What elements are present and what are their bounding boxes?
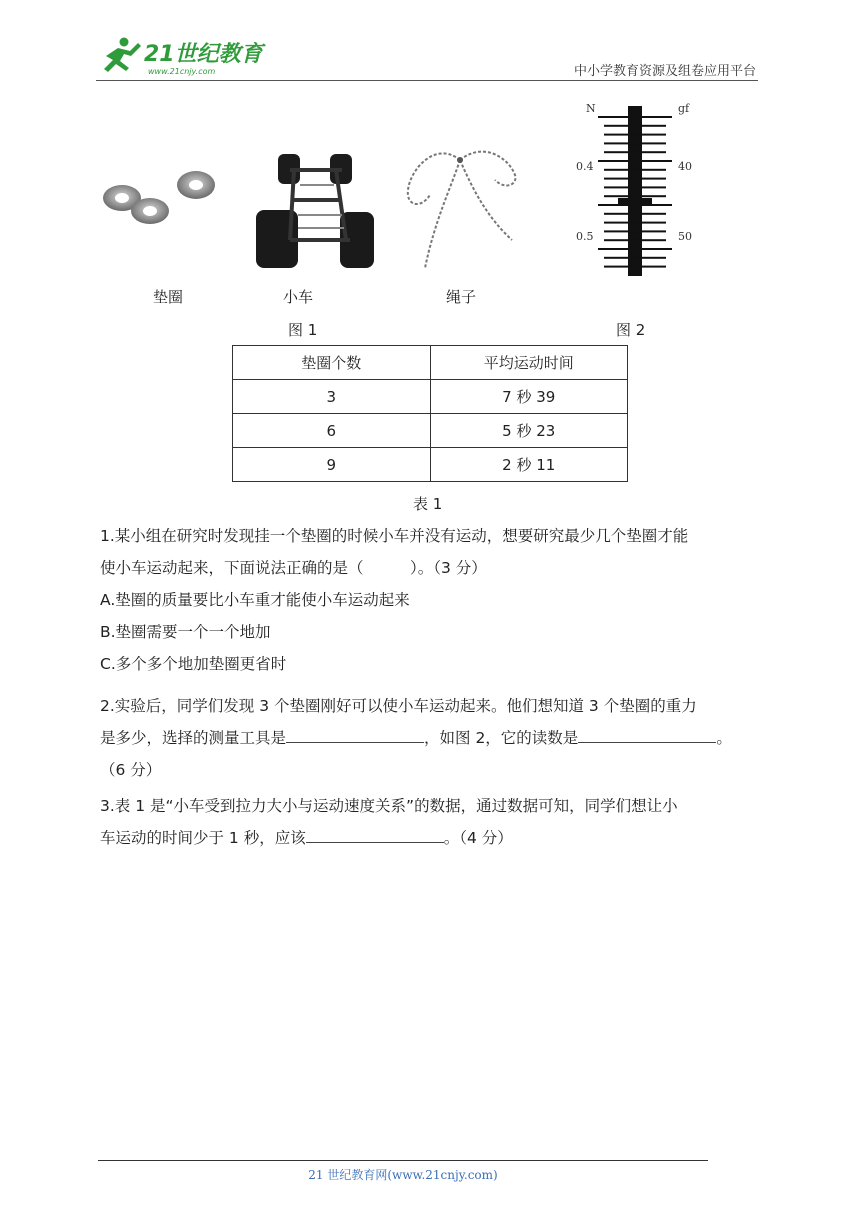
question-2-text: 是多少，选择的测量工具是 (100, 729, 287, 747)
scale-tick-mark (604, 186, 666, 188)
question-2-text: 。 (716, 729, 732, 747)
scale-tick-left-2: 0.5 (576, 230, 594, 243)
table-header: 垫圈个数 (233, 346, 431, 380)
table-cell: 5 秒 23 (430, 414, 628, 448)
toy-car-image (250, 150, 380, 275)
spring-scale-image (560, 98, 710, 280)
scale-tick-mark (604, 239, 666, 241)
question-2-line: （6 分） (100, 761, 162, 779)
table-row (233, 448, 628, 482)
scale-tick-mark (598, 204, 672, 206)
label-washers: 垫圈 (153, 288, 184, 306)
figure1-caption: 图 1 (288, 321, 318, 339)
label-car: 小车 (283, 288, 314, 306)
scale-tick-mark (604, 266, 666, 268)
scale-tick-mark (604, 151, 666, 153)
table-row (233, 414, 628, 448)
table-row (233, 380, 628, 414)
site-logo (96, 34, 266, 78)
table-cell: 3 (233, 380, 431, 414)
option-c: C.多个多个地加垫圈更省时 (100, 655, 287, 673)
question-3-text: 。（4 分） (443, 829, 513, 847)
table-cell: 9 (233, 448, 431, 482)
scale-unit-left: N (586, 102, 596, 115)
table-header-row (233, 346, 628, 380)
header-divider (96, 80, 758, 81)
answer-blank-method[interactable] (306, 824, 444, 843)
scale-tick-left-1: 0.4 (576, 160, 594, 173)
table-caption: 表 1 (413, 495, 443, 513)
scale-tick-mark (598, 160, 672, 162)
footer-text: 21 世纪教育网(www.21cnjy.com) (308, 1168, 498, 1182)
rope-image (400, 140, 525, 275)
table-cell: 7 秒 39 (430, 380, 628, 414)
option-a: A.垫圈的质量要比小车重才能使小车运动起来 (100, 591, 410, 609)
label-rope: 绳子 (446, 288, 477, 306)
question-2-text: ，如图 2，它的读数是 (424, 729, 579, 747)
question-3-line (100, 822, 770, 854)
option-b: B.垫圈需要一个一个地加 (100, 623, 271, 641)
figure2-caption: 图 2 (616, 321, 646, 339)
platform-name: 中小学教育资源及组卷应用平台 (573, 64, 756, 79)
scale-tick-mark (604, 230, 666, 232)
scale-tick-mark (604, 257, 666, 259)
question-2-line (100, 722, 770, 754)
scale-tick-mark (604, 169, 666, 171)
scale-tick-mark (604, 222, 666, 224)
scale-tick-mark (604, 213, 666, 215)
table-cell: 2 秒 11 (430, 448, 628, 482)
table-cell: 6 (233, 414, 431, 448)
table-header: 平均运动时间 (430, 346, 628, 380)
answer-blank-tool[interactable] (286, 724, 424, 743)
question-3-line: 3.表 1 是“小车受到拉力大小与运动速度关系”的数据，通过数据可知，同学们想让小 (100, 797, 678, 815)
answer-blank-reading[interactable] (578, 724, 716, 743)
washers-image (100, 165, 220, 230)
footer-divider (98, 1160, 708, 1161)
question-3-text: 车运动的时间少于 1 秒，应该 (100, 829, 306, 847)
scale-tick-mark (598, 248, 672, 250)
scale-tick-mark (598, 116, 672, 118)
scale-unit-right: gf (678, 102, 690, 115)
scale-tick-mark (604, 195, 666, 197)
question-1-line: 1.某小组在研究时发现挂一个垫圈的时候小车并没有运动，想要研究最少几个垫圈才能 (100, 527, 689, 545)
scale-tick-mark (604, 134, 666, 136)
question-2-line: 2.实验后，同学们发现 3 个垫圈刚好可以使小车运动起来。他们想知道 3 个垫圈的重力 (100, 697, 697, 715)
question-1 (100, 520, 770, 680)
question-1-line: 使小车运动起来，下面说法正确的是（ ）。（3 分） (100, 559, 487, 577)
scale-tick-mark (604, 178, 666, 180)
question-2 (100, 690, 770, 786)
logo-text: 21世纪教育 (144, 42, 263, 67)
scale-tick-right-1: 40 (678, 160, 692, 173)
scale-tick-right-2: 50 (678, 230, 692, 243)
washer-time-table (232, 345, 628, 482)
scale-tick-mark (604, 125, 666, 127)
question-3 (100, 790, 770, 854)
logo-url: www.21cnjy.com (148, 67, 216, 76)
scale-tick-mark (604, 142, 666, 144)
